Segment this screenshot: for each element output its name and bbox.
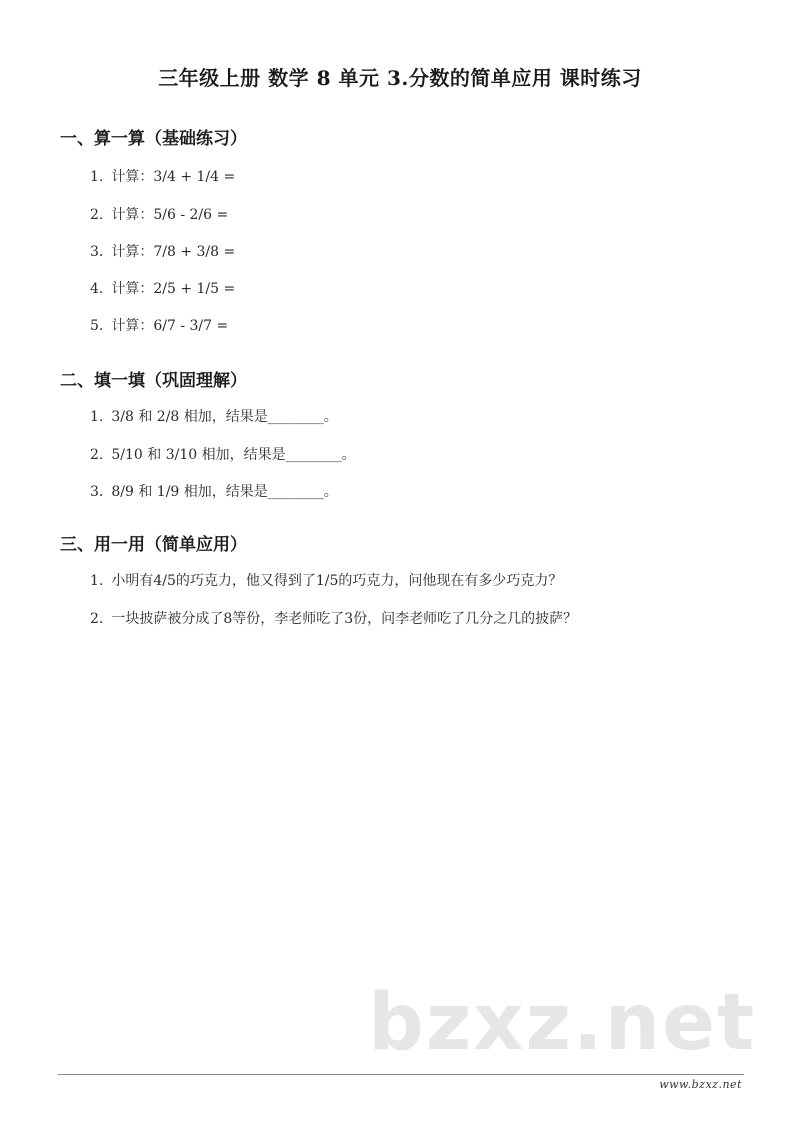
item-text: 5/10 和 3/10 相加，结果是________。	[111, 447, 356, 463]
list-item	[90, 204, 228, 224]
section-heading-2: 二、填一填（巩固理解）	[60, 371, 247, 391]
list-item	[90, 608, 577, 628]
item-number: 4.	[90, 281, 104, 297]
item-text: 小明有4/5的巧克力，他又得到了1/5的巧克力，问他现在有多少巧克力？	[111, 573, 563, 589]
watermark-logo: bzxz.net	[368, 978, 757, 1068]
list-item	[90, 570, 562, 590]
item-number: 2.	[90, 207, 104, 223]
item-text: 计算：2/5 + 1/5 =	[111, 281, 236, 297]
item-text: 8/9 和 1/9 相加，结果是________。	[111, 484, 338, 500]
item-text: 一块披萨被分成了8等份，李老师吃了3份，问李老师吃了几分之几的披萨？	[111, 611, 578, 627]
section-heading-3: 三、用一用（简单应用）	[60, 535, 247, 555]
list-item	[90, 481, 338, 501]
list-item	[90, 406, 338, 426]
item-text: 计算：7/8 + 3/8 =	[111, 244, 236, 260]
list-item	[90, 241, 235, 261]
page-title: 三年级上册 数学 8 单元 3.分数的简单应用 课时练习	[158, 66, 642, 90]
list-item	[90, 444, 356, 464]
item-number: 5.	[90, 318, 104, 334]
item-number: 3.	[90, 244, 104, 260]
list-item	[90, 315, 228, 335]
item-text: 3/8 和 2/8 相加，结果是________。	[111, 409, 338, 425]
list-item	[90, 278, 235, 298]
item-number: 1.	[90, 169, 104, 185]
item-number: 2.	[90, 611, 104, 627]
item-text: 计算：3/4 + 1/4 =	[111, 169, 236, 185]
item-number: 1.	[90, 573, 104, 589]
item-number: 3.	[90, 484, 104, 500]
footer-divider	[58, 1074, 744, 1075]
item-text: 计算：5/6 - 2/6 =	[111, 207, 229, 223]
item-number: 2.	[90, 447, 104, 463]
item-number: 1.	[90, 409, 104, 425]
section-heading-1: 一、算一算（基础练习）	[60, 129, 247, 149]
list-item	[90, 166, 235, 186]
footer-url: www.bzxz.net	[659, 1078, 742, 1091]
item-text: 计算：6/7 - 3/7 =	[111, 318, 229, 334]
